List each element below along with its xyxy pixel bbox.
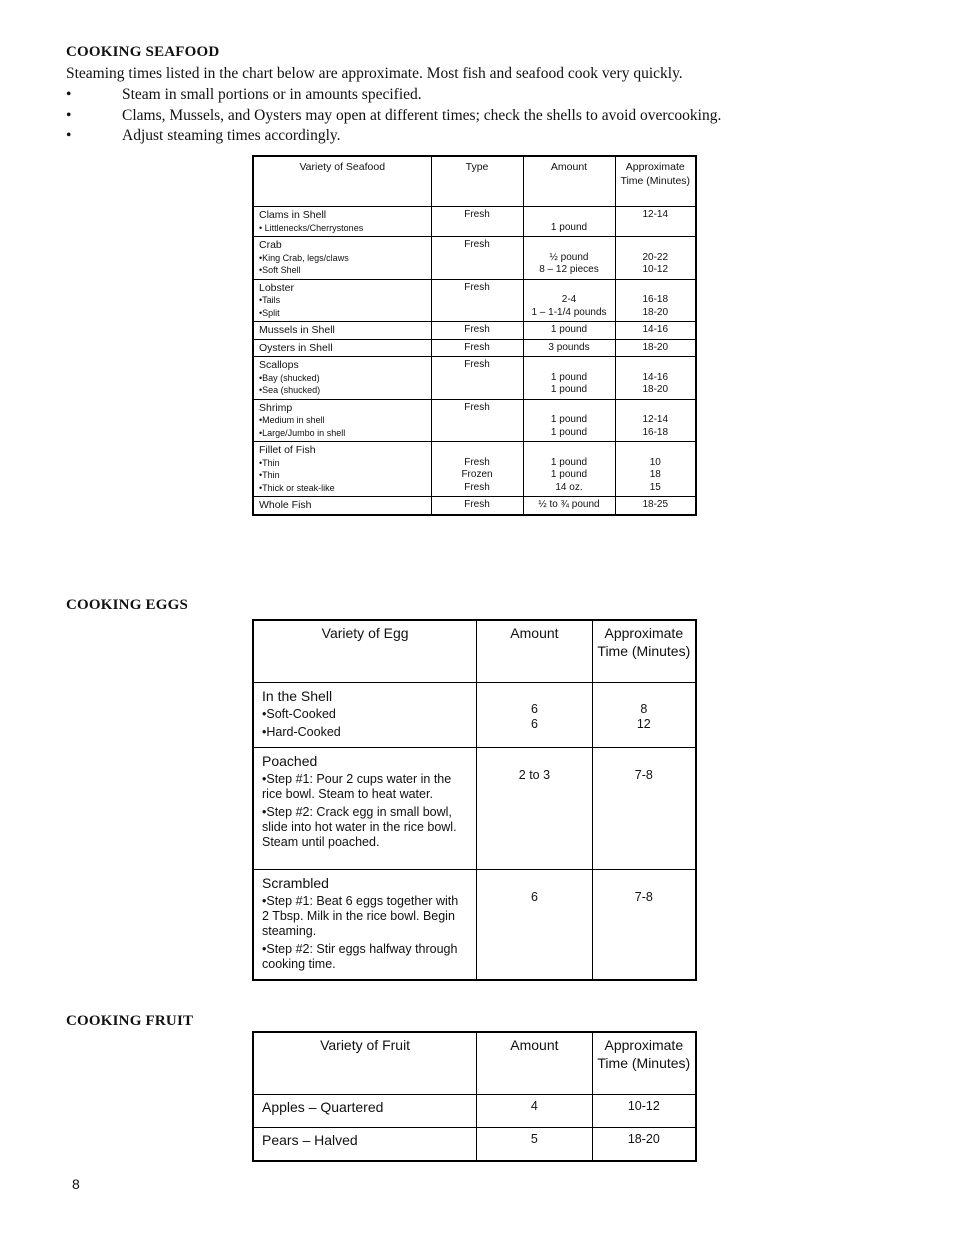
amount-value: 2-4: [561, 294, 577, 305]
table-row: [253, 683, 696, 748]
time-value: 18-20: [642, 384, 669, 395]
seafood-type-cell: [431, 279, 523, 322]
seafood-amount-cell: [523, 237, 615, 280]
seafood-subtype: •Soft Shell: [259, 265, 301, 275]
seafood-variety-cell: [253, 279, 431, 322]
amount-value: 1 pound: [550, 414, 588, 425]
time-value: 12-14: [642, 414, 669, 425]
eggs-table: [252, 619, 697, 981]
table-header-row: [253, 1032, 696, 1095]
seafood-heading: COOKING SEAFOOD: [66, 44, 220, 60]
seafood-amount-cell: [523, 339, 615, 357]
amount-value: 6: [530, 717, 538, 731]
seafood-subtype: •Tails: [259, 295, 281, 305]
seafood-variety-cell: [253, 497, 431, 515]
time-value: 12: [636, 717, 651, 731]
amount-value: 1 pound: [550, 324, 588, 335]
seafood-time-cell: [615, 497, 696, 515]
type-value: Fresh: [464, 341, 490, 353]
seafood-amount-cell: [523, 442, 615, 497]
seafood-time-cell: [615, 357, 696, 400]
time-value: 12-14: [642, 209, 669, 220]
egg-amount-cell: [477, 683, 592, 748]
bullet-item: • Adjust steaming times accordingly.: [66, 127, 341, 145]
column-header: Approximate Time (Minutes): [592, 1032, 696, 1095]
amount-value: 1 pound: [550, 221, 588, 233]
egg-detail: •Step #1: Pour 2 cups water in the rice bowl. Steam to heat water.: [262, 772, 452, 801]
type-value: Fresh: [464, 209, 490, 220]
column-header: Approximate Time (Minutes): [615, 156, 696, 207]
amount-value: 8 – 12 pieces: [539, 264, 599, 275]
fruit-amount-cell: 4: [477, 1095, 592, 1128]
seafood-name: Crab: [259, 239, 282, 251]
seafood-time-cell: [615, 399, 696, 442]
seafood-amount-cell: [523, 279, 615, 322]
egg-variety-cell: [253, 748, 477, 870]
seafood-type-cell: [431, 322, 523, 340]
amount-value: ½ pound: [549, 251, 589, 263]
fruit-time-cell: 18-20: [592, 1128, 696, 1162]
type-value: Fresh: [464, 401, 490, 413]
amount-value: [529, 239, 610, 252]
seafood-time-cell: [615, 237, 696, 280]
seafood-variety-cell: [253, 357, 431, 400]
seafood-type-cell: [431, 497, 523, 515]
seafood-subtype: •Thin: [259, 457, 280, 468]
amount-value: 1 pound: [550, 426, 588, 438]
seafood-subtype: •Thin: [259, 470, 280, 480]
table-row: [253, 207, 696, 237]
amount-value: 1 pound: [550, 371, 588, 383]
fruit-table: [252, 1031, 697, 1162]
time-value: 18-25: [642, 499, 669, 510]
seafood-variety-cell: [253, 322, 431, 340]
bullet-item: • Steam in small portions or in amounts specified.: [66, 85, 422, 103]
page-number: 8: [72, 1176, 80, 1192]
fruit-time-cell: 10-12: [592, 1095, 696, 1128]
amount-value: [485, 687, 583, 702]
table-row: [253, 497, 696, 515]
egg-amount-cell: [477, 748, 592, 870]
amount-value: 1 – 1-1/4 pounds: [531, 306, 607, 318]
table-row: [253, 748, 696, 870]
table-header-row: [253, 620, 696, 683]
type-value: Fresh: [464, 456, 490, 468]
type-value: Fresh: [464, 324, 490, 335]
time-value: [621, 444, 691, 457]
type-value: Fresh: [464, 499, 490, 510]
seafood-type-cell: [431, 357, 523, 400]
column-header: Type: [431, 156, 523, 207]
seafood-time-cell: [615, 442, 696, 497]
table-row: [253, 1128, 696, 1162]
egg-variety-cell: [253, 683, 477, 748]
time-value: 18: [649, 469, 661, 480]
table-row: [253, 1095, 696, 1128]
seafood-name: Lobster: [259, 281, 295, 294]
time-value: 7-8: [634, 768, 653, 782]
time-value: 8: [640, 702, 648, 716]
seafood-name: Scallops: [259, 359, 299, 371]
table-row: [253, 339, 696, 357]
amount-value: ½ to ¾ pound: [538, 499, 600, 510]
seafood-time-cell: [615, 207, 696, 237]
table-row: [253, 399, 696, 442]
amount-value: 3 pounds: [548, 341, 590, 353]
egg-time-cell: [592, 748, 696, 870]
egg-detail: •Soft-Cooked: [262, 707, 336, 721]
bullet-item: • Clams, Mussels, and Oysters may open at different times; check the shells to avoid overcooking.: [66, 106, 722, 124]
egg-detail: •Step #2: Crack egg in small bowl, slide into hot water in the rice bowl. Steam until poached.: [262, 805, 457, 849]
time-value: [601, 687, 687, 702]
time-value: 20-22: [642, 251, 669, 263]
seafood-amount-cell: [523, 497, 615, 515]
fruit-variety-cell: Pears – Halved: [253, 1128, 477, 1162]
seafood-variety-cell: [253, 442, 431, 497]
seafood-variety-cell: [253, 237, 431, 280]
seafood-subtype: •Medium in shell: [259, 415, 325, 425]
amount-value: [529, 444, 610, 457]
time-value: 18-20: [642, 306, 669, 318]
time-value: 16-18: [642, 294, 669, 305]
egg-name: Poached: [262, 753, 318, 769]
table-row: [253, 870, 696, 981]
column-header: Variety of Seafood: [253, 156, 431, 207]
seafood-subtype: •Sea (shucked): [259, 385, 321, 395]
amount-value: 14 oz.: [555, 481, 583, 493]
seafood-amount-cell: [523, 322, 615, 340]
type-value: Fresh: [464, 359, 490, 370]
time-value: 10: [649, 456, 661, 468]
time-value: 18-20: [642, 341, 669, 353]
column-header: Amount: [477, 620, 592, 683]
egg-detail: •Step #2: Stir eggs halfway through cooking time.: [262, 942, 458, 971]
seafood-amount-cell: [523, 357, 615, 400]
table-row: [253, 442, 696, 497]
seafood-type-cell: [431, 339, 523, 357]
seafood-name: Clams in Shell: [259, 209, 327, 221]
time-value: 10-12: [642, 264, 669, 275]
time-value: 15: [649, 481, 661, 493]
seafood-subtype: • Littlenecks/Cherrystones: [259, 222, 364, 233]
eggs-heading: COOKING EGGS: [66, 597, 189, 613]
type-value: Frozen: [461, 469, 493, 480]
fruit-amount-cell: 5: [477, 1128, 592, 1162]
time-value: 16-18: [642, 426, 669, 438]
egg-detail: •Step #1: Beat 6 eggs together with 2 Tbsp. Milk in the rice bowl. Begin steaming.: [262, 894, 459, 938]
amount-value: 6: [530, 702, 538, 716]
time-value: 14-16: [642, 324, 669, 335]
seafood-type-cell: [431, 399, 523, 442]
seafood-name: Whole Fish: [259, 499, 312, 511]
seafood-subtype: •Thick or steak-like: [259, 482, 335, 493]
seafood-table: [252, 155, 697, 516]
seafood-name: Oysters in Shell: [259, 341, 333, 354]
table-row: [253, 237, 696, 280]
time-value: [621, 402, 691, 415]
seafood-subtype: •Bay (shucked): [259, 372, 320, 383]
amount-value: 1 pound: [550, 456, 588, 468]
seafood-amount-cell: [523, 399, 615, 442]
egg-time-cell: [592, 683, 696, 748]
time-value: [621, 282, 691, 295]
seafood-variety-cell: [253, 399, 431, 442]
time-value: 7-8: [634, 890, 653, 904]
seafood-variety-cell: [253, 339, 431, 357]
egg-name: In the Shell: [262, 688, 333, 704]
seafood-subtype: •Split: [259, 307, 280, 318]
egg-amount-cell: [477, 870, 592, 981]
amount-value: [529, 359, 610, 372]
egg-time-cell: [592, 870, 696, 981]
time-value: [621, 239, 691, 252]
egg-variety-cell: [253, 870, 477, 981]
amount-value: 2 to 3: [518, 768, 551, 782]
seafood-time-cell: [615, 339, 696, 357]
amount-value: 6: [530, 890, 538, 904]
table-row: [253, 357, 696, 400]
type-value: Fresh: [464, 481, 490, 493]
column-header: Variety of Egg: [253, 620, 477, 683]
time-value: [621, 359, 691, 372]
seafood-type-cell: [431, 442, 523, 497]
table-header-row: [253, 156, 696, 207]
column-header: Amount: [477, 1032, 592, 1095]
seafood-type-cell: [431, 237, 523, 280]
column-header: Approximate Time (Minutes): [592, 620, 696, 683]
fruit-heading: COOKING FRUIT: [66, 1013, 194, 1029]
table-row: [253, 322, 696, 340]
seafood-intro-text: Steaming times listed in the chart below are approximate. Most fish and seafood cook very quickly.: [66, 65, 683, 82]
seafood-name: Fillet of Fish: [259, 444, 316, 456]
amount-value: [529, 282, 610, 295]
seafood-name: Shrimp: [259, 401, 293, 414]
seafood-subtype: •Large/Jumbo in shell: [259, 427, 346, 438]
type-value: Fresh: [464, 281, 490, 293]
type-value: Fresh: [464, 239, 490, 250]
column-header: Amount: [523, 156, 615, 207]
egg-detail: •Hard-Cooked: [262, 725, 341, 739]
seafood-amount-cell: [523, 207, 615, 237]
table-row: [253, 279, 696, 322]
amount-value: [529, 402, 610, 415]
seafood-variety-cell: [253, 207, 431, 237]
seafood-subtype: •King Crab, legs/claws: [259, 252, 349, 263]
column-header: Variety of Fruit: [253, 1032, 477, 1095]
amount-value: 1 pound: [550, 384, 588, 395]
time-value: 14-16: [642, 371, 669, 383]
seafood-name: Mussels in Shell: [259, 324, 335, 336]
amount-value: 1 pound: [550, 469, 588, 480]
seafood-intro: [66, 64, 721, 147]
seafood-time-cell: [615, 322, 696, 340]
fruit-variety-cell: Apples – Quartered: [253, 1095, 477, 1128]
amount-value: [529, 209, 610, 222]
seafood-time-cell: [615, 279, 696, 322]
type-value: [437, 444, 518, 457]
egg-name: Scrambled: [262, 875, 329, 891]
seafood-type-cell: [431, 207, 523, 237]
